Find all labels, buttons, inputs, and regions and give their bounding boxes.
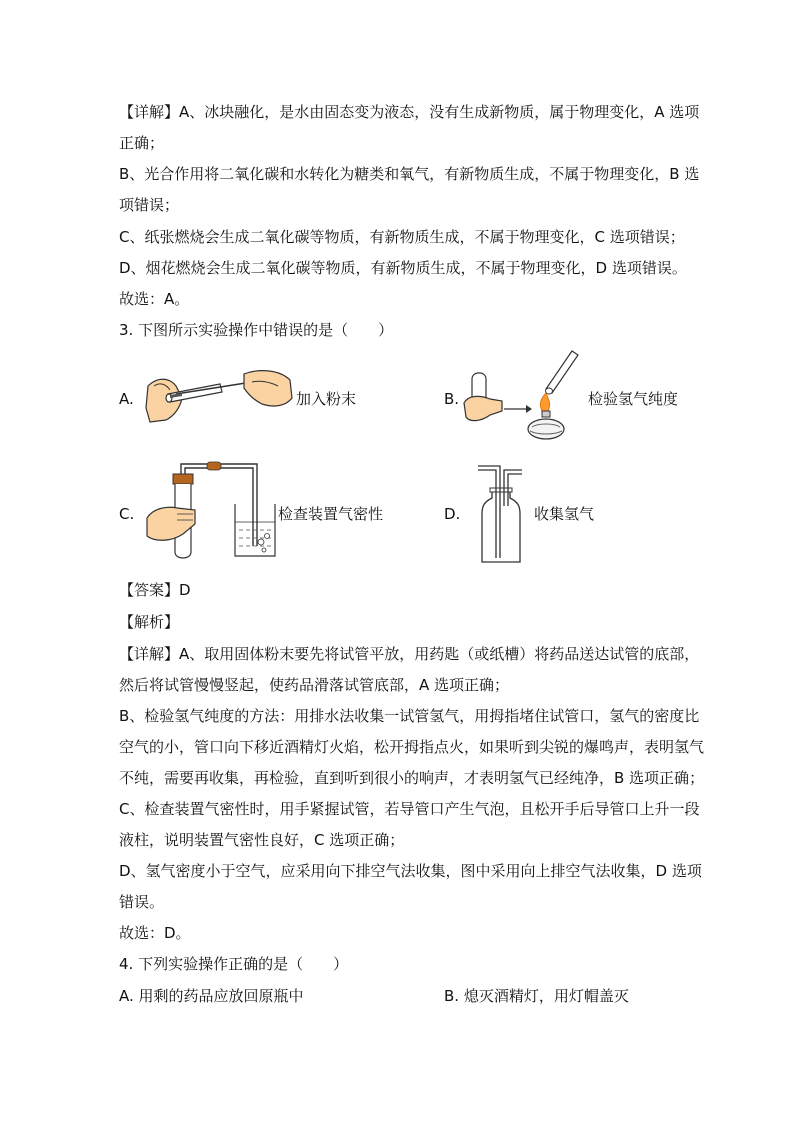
q2-detail-line-1: 【详解】A、冰块融化，是水由固态变为液态，没有生成新物质，属于物理变化，A 选项	[119, 103, 700, 121]
q3-detail-line-8: D、氢气密度小于空气，应采用向下排空气法收集，图中采用向上排空气法收集，D 选项	[119, 862, 702, 880]
q3-detail-line-4: 空气的小，管口向下移近酒精灯火焰，松开拇指点火，如果听到尖锐的爆鸣声，表明氢气	[119, 738, 705, 756]
q2-detail-line-2: 正确；	[119, 134, 165, 152]
q2-detail-line-5: C、纸张燃烧会生成二氧化碳等物质，有新物质生成，不属于物理变化，C 选项错误；	[119, 228, 685, 246]
collect-hydrogen-figure	[478, 462, 528, 564]
q3-option-a-label: A.	[119, 390, 134, 408]
q3-option-b-label: B.	[444, 390, 460, 408]
q2-detail-line-6: D、烟花燃烧会生成二氧化碳等物质，有新物质生成，不属于物理变化，D 选项错误。	[119, 259, 687, 277]
q2-detail-line-4: 项错误；	[119, 196, 180, 214]
q3-detail-line-2: 然后将试管慢慢竖起，使药品滑落试管底部，A 选项正确；	[119, 676, 510, 694]
q2-final-answer: 故选：A。	[119, 290, 190, 308]
q3-option-c-caption: 检查装置气密性	[278, 505, 384, 523]
q3-analysis-title: 【解析】	[119, 613, 180, 631]
q4-stem: 4. 下列实验操作正确的是（ ）	[119, 955, 349, 973]
q3-detail-line-9: 错误。	[119, 893, 165, 911]
q4-option-b: B. 熄灭酒精灯，用灯帽盖灭	[444, 987, 629, 1005]
q3-option-b-caption: 检验氢气纯度	[588, 390, 679, 408]
q3-final-answer: 故选：D。	[119, 924, 191, 942]
q3-detail-line-5: 不纯，需要再收集，再检验，直到听到很小的响声，才表明氢气已经纯净，B 选项正确；	[119, 769, 705, 787]
q3-option-a-caption: 加入粉末	[296, 390, 357, 408]
q3-detail-line-7: 液柱，说明装置气密性良好，C 选项正确；	[119, 831, 405, 849]
test-hydrogen-purity-figure	[462, 345, 582, 443]
add-powder-figure	[140, 364, 295, 426]
q3-option-c-label: C.	[119, 505, 135, 523]
q3-stem: 3. 下图所示实验操作中错误的是（ ）	[119, 321, 394, 339]
q3-option-d-caption: 收集氢气	[534, 505, 595, 523]
q3-option-d-label: D.	[444, 505, 461, 523]
q3-answer: 【答案】D	[119, 581, 191, 599]
airtightness-check-figure	[143, 460, 278, 562]
q3-detail-line-3: B、检验氢气纯度的方法：用排水法收集一试管氢气，用拇指堵住试管口，氢气的密度比	[119, 707, 700, 725]
q2-detail-line-3: B、光合作用将二氧化碳和水转化为糖类和氧气，有新物质生成，不属于物理变化，B 选	[119, 165, 700, 183]
q4-option-a: A. 用剩的药品应放回原瓶中	[119, 987, 304, 1005]
q3-detail-line-6: C、检查装置气密性时，用手紧握试管，若导管口产生气泡，且松开手后导管口上升一段	[119, 800, 700, 818]
q3-detail-line-1: 【详解】A、取用固体粉末要先将试管平放，用药匙（或纸槽）将药品送达试管的底部，	[119, 645, 700, 663]
